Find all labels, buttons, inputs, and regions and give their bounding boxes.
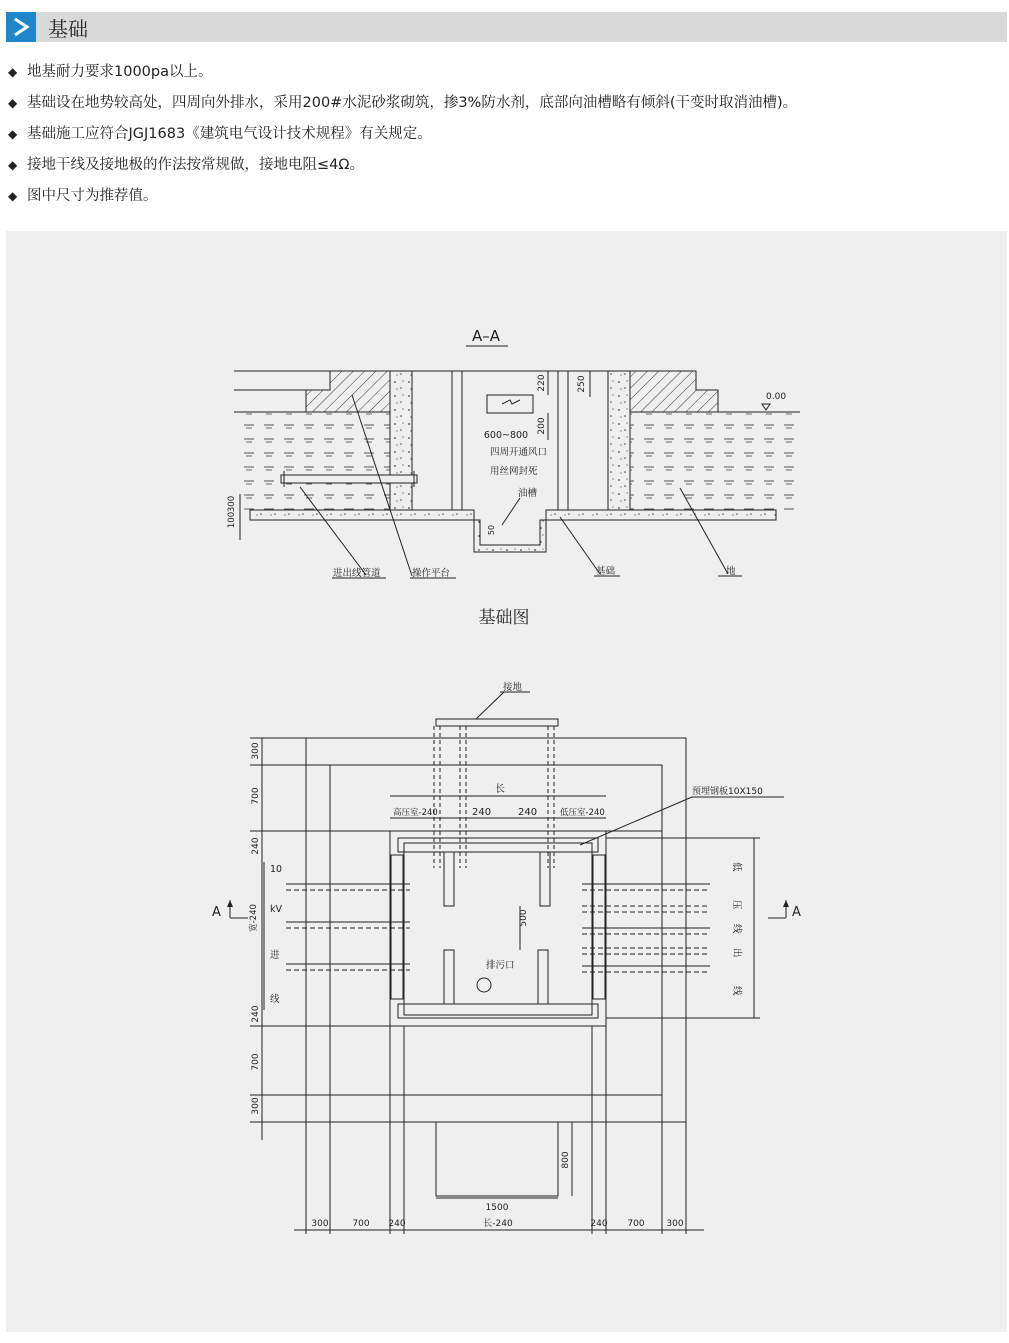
label-hv-room: 高压室-240 [393, 808, 438, 818]
leader-line [502, 498, 520, 525]
steel-plate-top [398, 838, 598, 852]
dim-left-240a: 240 [251, 837, 261, 855]
label-width-240: 宽-240 [249, 904, 259, 932]
diamond-bullet-icon: ◆ [8, 127, 18, 141]
section-view [227, 327, 800, 579]
dim-bottom-240b: 240 [590, 1219, 608, 1229]
divider [444, 852, 454, 906]
steel-plate-bottom [398, 1004, 598, 1018]
label-240b: 240 [518, 807, 538, 818]
conduit-pipe [281, 475, 417, 483]
dim-50: 50 [487, 524, 496, 536]
note-mesh: 用丝网封死 [490, 466, 538, 477]
plan-title: 基础图 [478, 608, 530, 628]
lv-label-1: 低 [731, 862, 742, 872]
dim-800: 800 [561, 1151, 571, 1169]
hv-label-kv: kV [270, 904, 283, 915]
note-item [8, 184, 1003, 215]
dim-200: 200 [537, 417, 547, 435]
dim-left-300b: 300 [251, 1097, 261, 1115]
label-240a: 240 [472, 807, 492, 818]
label-drain: 排污口 [486, 960, 515, 971]
note-vent: 四周开通风口 [490, 447, 548, 458]
note-text: 基础施工应符合JGJ1683《建筑电气设计技术规程》有关规定。 [27, 126, 432, 142]
vent-size: 600~800 [483, 430, 529, 441]
mesh-icon [502, 400, 520, 404]
leader-line [476, 692, 504, 719]
label-conduit: 进出线管道 [333, 568, 381, 579]
chevron-right-icon [6, 12, 36, 42]
note-text: 接地干线及接地极的作法按常规做，接地电阻≤4Ω。 [27, 157, 364, 173]
wall-inner [404, 843, 592, 1015]
leader-line [560, 517, 600, 574]
hatched-earth-left [306, 371, 390, 412]
dim-left-700b: 700 [251, 1053, 261, 1071]
wall-outer [390, 831, 606, 1026]
label-lv-room: 低压室-240 [560, 808, 605, 818]
dim-bottom-300: 300 [311, 1219, 329, 1229]
note-text: 基础设在地势较高处，四周向外排水，采用200#水泥砂浆砌筑，掺3%防水剂，底部向油槽略有倾斜(干变时取消油槽)。 [27, 95, 798, 111]
lv-label-3: 线 [731, 924, 742, 934]
label-platform: 操作平台 [412, 568, 451, 579]
diamond-bullet-icon: ◆ [8, 65, 18, 79]
section-mark-a-right: A [792, 905, 801, 920]
lv-conduits [582, 884, 710, 972]
hatched-earth-right [630, 371, 718, 412]
dim-bottom-length: 长-240 [483, 1219, 513, 1229]
note-text: 图中尺寸为推荐值。 [27, 188, 158, 204]
section-header [6, 12, 1007, 42]
notes-list [8, 60, 1003, 215]
cable-channel-right [593, 855, 605, 999]
dim-left-700: 700 [251, 787, 261, 805]
level-triangle-icon [762, 404, 770, 410]
foundation-slab [250, 510, 776, 552]
note-oil: 油槽 [518, 488, 538, 499]
diamond-bullet-icon: ◆ [8, 158, 18, 172]
cable-channel-left [391, 855, 403, 999]
entrance-outline [306, 1122, 686, 1196]
dim-bottom-300b: 300 [666, 1219, 684, 1229]
level-mark: 0.00 [766, 392, 787, 402]
note-item [8, 60, 1003, 91]
plan-view [212, 681, 801, 1234]
drain-hole [477, 978, 491, 992]
hv-label-line: 线 [270, 994, 280, 1005]
wall-left [390, 371, 412, 510]
middle-boundary [330, 765, 662, 1095]
diamond-bullet-icon: ◆ [8, 189, 18, 203]
note-text: 地基耐力要求1000pa以上。 [27, 64, 213, 80]
dim-bottom-700: 700 [352, 1219, 370, 1229]
soil-zone-left [234, 412, 390, 510]
label-ground: 地 [726, 566, 736, 577]
dim-bottom-240: 240 [388, 1219, 406, 1229]
dim-100: 100 [227, 511, 237, 529]
note-item [8, 122, 1003, 153]
label-foundation: 基础 [596, 566, 616, 577]
grounding-bar [436, 719, 558, 726]
dim-300: 300 [227, 495, 237, 513]
soil-zone-right [630, 412, 798, 510]
section-title: 基础 [48, 16, 88, 41]
dim-500: 500 [519, 909, 529, 927]
label-steel-plate: 预埋钢板10X150 [692, 787, 763, 797]
dim-left-240b: 240 [251, 1005, 261, 1023]
label-length: 长 [495, 784, 505, 795]
dim-1500: 1500 [485, 1203, 509, 1213]
ground-rods [434, 726, 554, 868]
hv-label-in: 进 [270, 950, 280, 961]
label-grounding: 接地 [503, 682, 523, 693]
dim-left-300: 300 [251, 742, 261, 760]
note-item [8, 153, 1003, 184]
section-mark-a-left: A [212, 905, 221, 920]
note-item [8, 91, 1003, 122]
dim-250: 250 [577, 375, 587, 393]
lv-label-2: 压 [731, 900, 742, 910]
divider [444, 950, 454, 1004]
vent-opening [487, 395, 533, 413]
section-title: A–A [471, 327, 501, 345]
wall-right [608, 371, 630, 510]
dim-220: 220 [537, 374, 547, 392]
dim-bottom-700b: 700 [627, 1219, 645, 1229]
lv-label-5: 线 [731, 986, 742, 996]
drawing-panel [6, 231, 1007, 1332]
hv-label-10: 10 [270, 864, 283, 875]
drawing-svg [6, 231, 1007, 1332]
diamond-bullet-icon: ◆ [8, 96, 18, 110]
divider [538, 950, 548, 1004]
lv-label-4: 出 [731, 948, 742, 958]
